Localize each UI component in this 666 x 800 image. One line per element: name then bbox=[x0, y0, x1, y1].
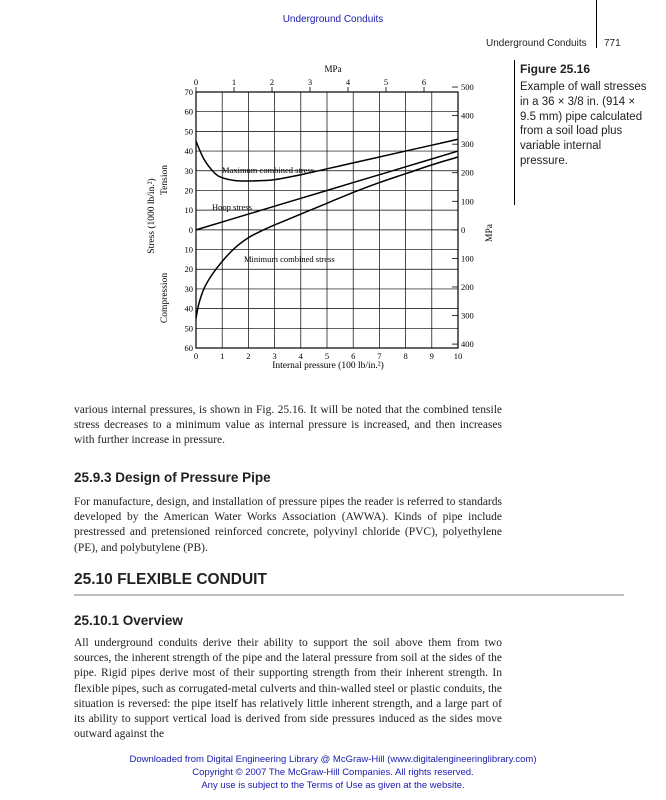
y-tick-label: 30 bbox=[184, 165, 193, 176]
page-number: 771 bbox=[604, 38, 621, 49]
right-tick-label: 300 bbox=[461, 139, 474, 150]
y-tick-label: 50 bbox=[184, 126, 193, 137]
y-tick-label: 30 bbox=[184, 283, 193, 294]
header-rule bbox=[596, 0, 597, 48]
figure-caption-body: Example of wall stresses in a 36 × 3/8 in. (914 × 9.5 mm) pipe calculated from a soil load plus variable internal pressure. bbox=[520, 81, 647, 167]
top-axis-title: MPa bbox=[324, 64, 342, 74]
heading-rule bbox=[74, 594, 624, 596]
figure-chart bbox=[140, 60, 510, 380]
y-tick-label: 70 bbox=[184, 87, 193, 97]
x-tick-label: 8 bbox=[403, 351, 408, 361]
tension-label: Tension bbox=[160, 165, 170, 195]
x-tick-label: 4 bbox=[298, 351, 303, 361]
heading-25-10: 25.10 FLEXIBLE CONDUIT bbox=[74, 571, 267, 588]
x-tick-label: 1 bbox=[220, 351, 225, 361]
x-tick-label: 2 bbox=[246, 351, 251, 361]
hoop-stress-label: Hoop stress bbox=[212, 202, 252, 212]
y-tick-label: 0 bbox=[188, 224, 193, 235]
footer-copyright[interactable]: Copyright © 2007 The McGraw-Hill Companies. All rights reserved. bbox=[192, 767, 474, 778]
figure-caption-title: Figure 25.16 bbox=[520, 62, 591, 76]
x-tick-label: 6 bbox=[351, 351, 356, 361]
right-tick-label: 400 bbox=[461, 110, 474, 121]
paragraph-2: For manufacture, design, and installation of pressure pipes the reader is referred to standards developed by the American Water Works Association (AWWA). Kinds of pipe include prestressed and pretensioned reinforced concrete, polyvinyl chloride (PVC), polyethylene (PE), and polybutylene (PB). bbox=[74, 496, 502, 554]
right-tick-label: 200 bbox=[461, 281, 474, 292]
top-tick-label: 1 bbox=[231, 77, 237, 87]
paragraph-3: All underground conduits derive their ability to support the soil above them from two sources, the inherent strength of the pipe and the lateral pressure from soil at the sides of the pipe. Rigid pipes derive most of their supporting strength from their inherent strength. In flexible pipes, such as corrugated-metal culverts and thin-walled steel or plastic conduits, the situation is reversed: the pipe itself has relatively little inherent strength, and a large part of its ability to support vertical load is derived from side pressures induced as the sides move outward against the bbox=[74, 637, 502, 741]
x-tick-label: 7 bbox=[377, 351, 382, 361]
right-tick-label: 100 bbox=[461, 253, 474, 264]
y-tick-label: 20 bbox=[184, 264, 193, 275]
top-tick-label: 5 bbox=[383, 77, 389, 87]
running-head: Underground Conduits bbox=[486, 38, 587, 49]
top-tick-label: 3 bbox=[307, 77, 313, 87]
x-tick-label: 3 bbox=[272, 351, 277, 361]
min-stress-label: Minimum combined stress bbox=[244, 254, 335, 264]
compression-label: Compression bbox=[160, 272, 170, 324]
x-tick-label: 5 bbox=[324, 351, 330, 361]
right-tick-label: 100 bbox=[461, 196, 474, 207]
y-tick-label: 60 bbox=[184, 106, 193, 117]
right-tick-label: 500 bbox=[461, 82, 474, 93]
x-tick-label: 10 bbox=[453, 351, 463, 361]
y-tick-label: 10 bbox=[184, 205, 193, 216]
top-link[interactable]: Underground Conduits bbox=[282, 14, 384, 25]
top-tick-label: 4 bbox=[345, 77, 351, 87]
max-stress-label: Maximum combined stress bbox=[222, 165, 315, 175]
heading-25-9-3: 25.9.3 Design of Pressure Pipe bbox=[74, 470, 271, 485]
top-tick-label: 2 bbox=[269, 77, 275, 87]
y-tick-label: 10 bbox=[184, 244, 193, 255]
right-tick-label: 0 bbox=[461, 224, 466, 235]
chart-grid bbox=[196, 92, 458, 348]
y-tick-label: 60 bbox=[184, 343, 193, 353]
right-tick-label: 200 bbox=[461, 167, 474, 178]
right-tick-label: 400 bbox=[461, 339, 474, 350]
y-tick-label: 40 bbox=[184, 303, 193, 314]
x-tick-label: 9 bbox=[429, 351, 434, 361]
x-tick-label: 0 bbox=[193, 351, 199, 361]
y-tick-label: 40 bbox=[184, 146, 193, 157]
top-tick-label: 0 bbox=[193, 77, 199, 87]
paragraph-1: various internal pressures, is shown in Fig. 25.16. It will be noted that the combined tensile stress decreases to a minimum value as internal pressure is increased, and then increases with further increase in pressure. bbox=[74, 404, 502, 447]
caption-rule bbox=[514, 60, 515, 205]
right-axis-title: MPa bbox=[485, 224, 495, 242]
right-tick-label: 300 bbox=[461, 310, 474, 321]
heading-25-10-1: 25.10.1 Overview bbox=[74, 613, 183, 628]
footer-terms[interactable]: Any use is subject to the Terms of Use as given at the website. bbox=[201, 780, 465, 791]
y-tick-label: 50 bbox=[184, 323, 193, 334]
left-axis-title: Stress (1000 lb/in.²) bbox=[147, 178, 157, 254]
y-tick-label: 20 bbox=[184, 185, 193, 196]
x-axis-title: Internal pressure (100 lb/in.²) bbox=[272, 361, 384, 371]
chart-ticks bbox=[185, 77, 474, 361]
top-tick-label: 6 bbox=[421, 77, 427, 87]
footer-download-link[interactable]: Downloaded from Digital Engineering Library @ McGraw-Hill (www.digitalengineeringlibrary.com) bbox=[129, 754, 537, 765]
